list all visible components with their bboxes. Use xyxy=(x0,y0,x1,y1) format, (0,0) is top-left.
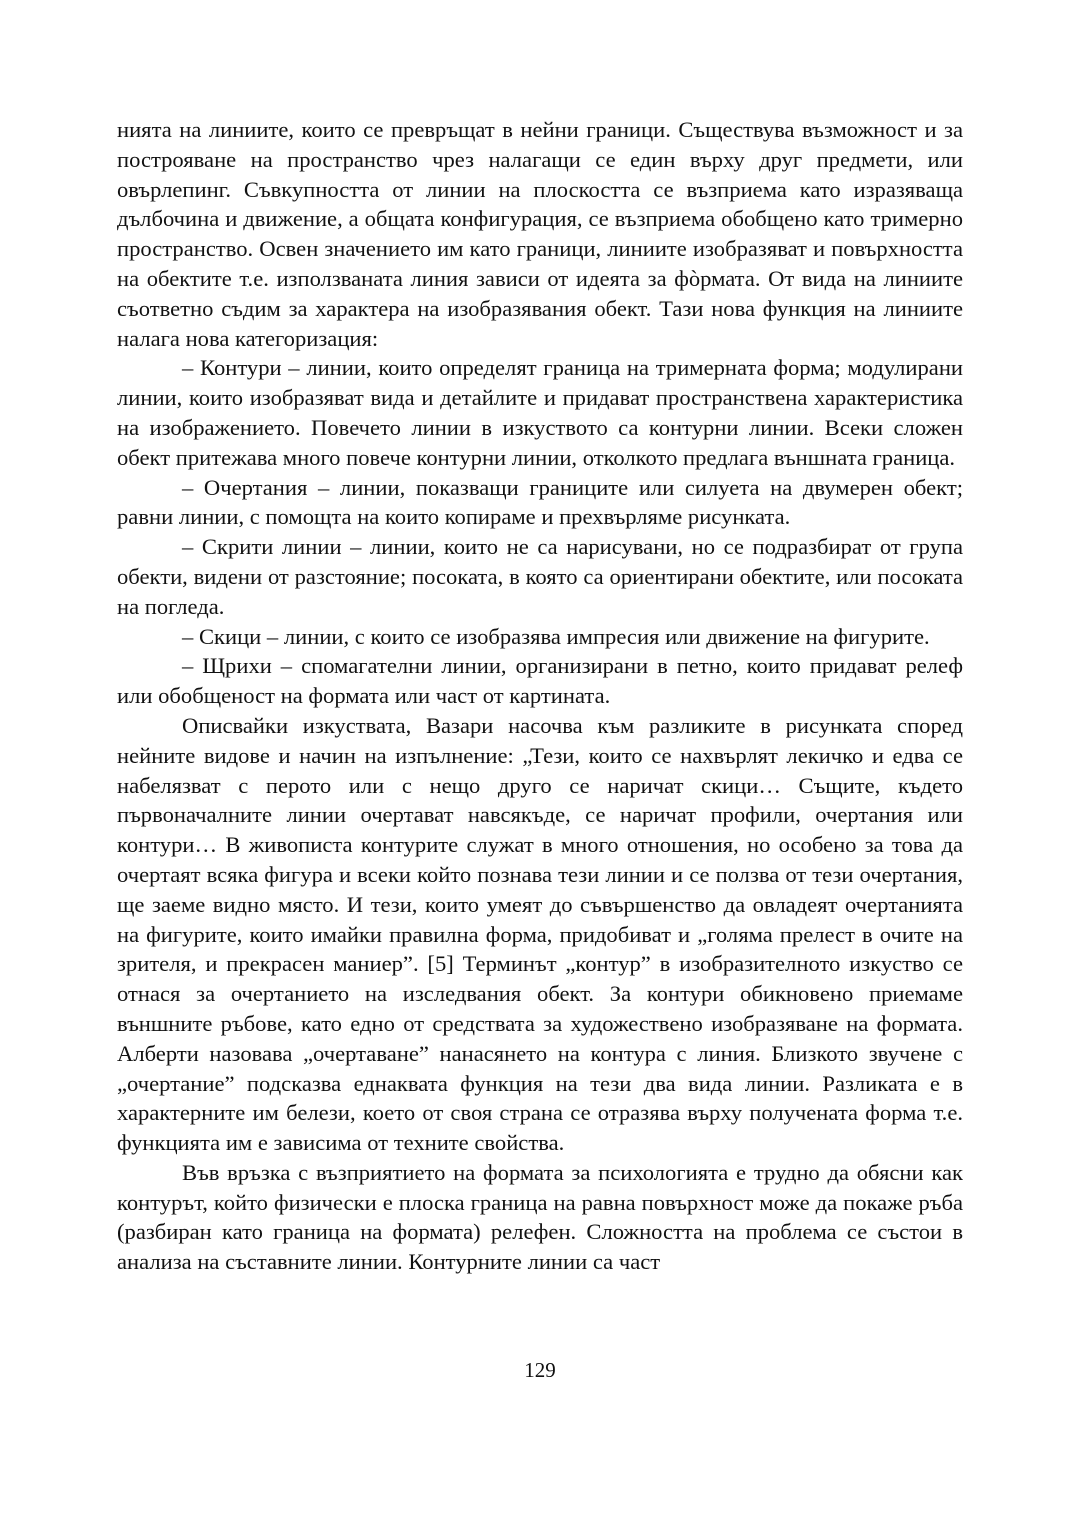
page-body xyxy=(117,115,963,1277)
paragraph-psychology: Във връзка с възприятието на формата за психологията е трудно да обясни как контурът, който физически е плоска граница на равна повърхност може да покаже ръба (разбиран като граница на формата) релефен. Сложността на проблема се състои в анализа на съставните линии. Контурните линии са част xyxy=(117,1159,963,1275)
paragraph-vasari: Описвайки изкуствата, Вазари насочва към разликите в рисунката според нейните видове и начин на изпълнение: „Тези, които се нахвърлят лекичко и едва се набелязват с перото или с нещо друго се наричат скици… Същите, където първоначалните линии очертават навсякъде, се наричат профили, очертания или контури… В живописта контурите служат в много отношения, но особено за това да очертаят всяка фигура и всеки който познава тези линии и се ползва от тези очертания, ще заеме видно място. И тези, които умеят до съвършенство да овладеят очертанията на фигурите, които имайки правилна форма, придобиват и „голяма прелест в очите на зрителя, и прекрасен маниер”. [5] Терминът „контур” в изобразителното изкуство се отнася за очертанието на изследвания обект. За контури обикновено приемаме външните ръбове, като едно от средствата за художествено изобразяване на формата. Алберти назовава „очертаване” нанасянето на контура с линия. Близкото звучене с „очертание” подсказва еднаквата функция на тези два вида линии. Разликата е в характерните им белези, което от своя страна се отразява върху получената форма т.е. функцията им е зависима от техните свойства. xyxy=(117,712,963,1156)
list-item-outlines: – Очертания – линии, показващи границите или силуета на двумерен обект; равни линии, с помощта на които копираме и прехвърляме рисунката. xyxy=(117,474,963,530)
paragraph-continuation: нията на линиите, които се превръщат в нейни граници. Съществува възможност и за построяване на пространство чрез налагащи се един върху друг предмети, или овърлепинг. Съвкупността от линии на плоскостта се възприема като изразяваща дълбочина и движение, а общата конфигурация, се възприема обобщено като тримерно пространство. Освен значението им като граници, линиите изобразяват и повърхността на обектите т.е. използваната линия зависи от идеята за фòрмата. От вида на линиите съответно съдим за характера на изобразявания обект. Тази нова функция на линиите налага нова категоризация: xyxy=(117,117,963,351)
list-item-sketches: – Скици – линии, с които се изобразява импресия или движение на фигурите. xyxy=(182,623,930,649)
list-item-contours: – Контури – линии, които определят граница на тримерната форма; модулирани линии, които изобразяват вида и детайлите и придават пространствена характеристика на изображението. Повечето линии в изкуството са контурни линии. Всеки сложен обект притежава много повече контурни линии, отколкото предлага външната граница. xyxy=(117,355,963,470)
list-item-hatching: – Щрихи – спомагателни линии, организирани в петно, които придават релеф или обобщеност на формата или част от картината. xyxy=(117,653,963,709)
list-item-hidden-lines: – Скрити линии – линии, които не са нарисувани, но се подразбират от група обекти, видени от разстояние; посоката, в която са ориентирани обектите, или посоката на погледа. xyxy=(117,534,963,619)
page-number: 129 xyxy=(524,1358,556,1382)
